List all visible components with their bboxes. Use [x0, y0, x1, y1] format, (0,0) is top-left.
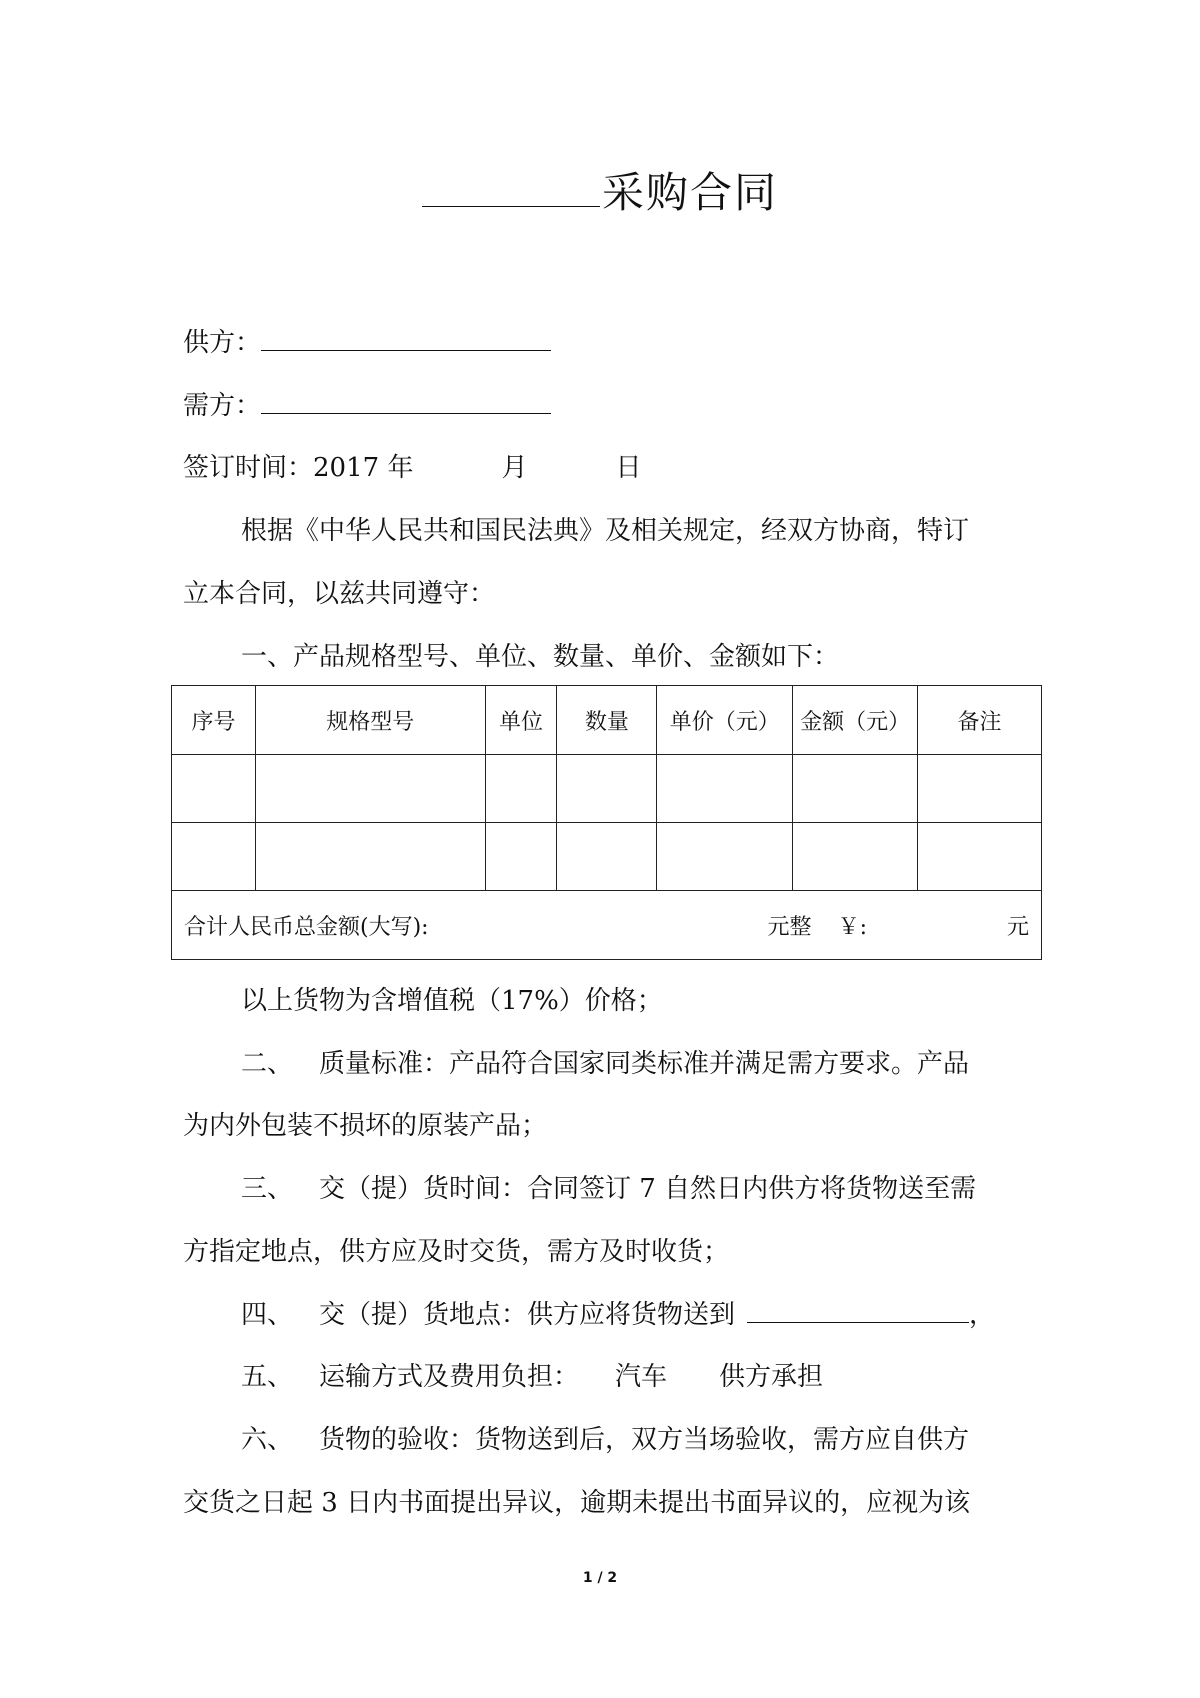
title-text: 采购合同: [601, 168, 778, 217]
page-number: 1 / 2: [582, 1570, 618, 1586]
section5-text: 运输方式及费用负担：: [319, 1362, 580, 1392]
table-row: [172, 755, 1042, 823]
table-cell[interactable]: [255, 755, 485, 823]
section2-line-2: 为内外包装不损坏的原装产品；: [183, 1111, 548, 1141]
section4-tail: ，: [969, 1300, 996, 1330]
section2-line-1: [241, 1043, 969, 1080]
table-cell[interactable]: [255, 823, 485, 891]
table-cell[interactable]: [485, 823, 557, 891]
buyer-line: [183, 385, 551, 422]
supplier-label: 供方：: [183, 328, 262, 358]
page-title: [0, 160, 1200, 220]
sign-date-year: 2017 年: [313, 453, 414, 483]
section6-text: 货物的验收：货物送到后，双方当场验收，需方应自供方: [319, 1425, 970, 1455]
section3-line-2: 方指定地点，供方应及时交货，需方及时收货；: [183, 1237, 730, 1267]
total-yen-label: ￥:: [837, 914, 867, 940]
header-cell: 金额（元）: [793, 686, 918, 755]
header-cell: 备注: [918, 686, 1042, 755]
section4-text: 交（提）货地点：供方应将货物送到: [319, 1300, 736, 1330]
section4-blank: [747, 1300, 969, 1323]
items-table: [171, 685, 1042, 960]
header-cell: 单价（元）: [657, 686, 793, 755]
sign-date-label: 签订时间：: [183, 453, 314, 483]
section3-text: 交（提）货时间：合同签订 7 自然日内供方将货物送至需: [319, 1174, 977, 1204]
section4-line: [241, 1294, 995, 1331]
table-row: [172, 823, 1042, 891]
table-total-row: [172, 891, 1042, 960]
table-cell[interactable]: [557, 755, 657, 823]
buyer-blank: [261, 391, 551, 414]
section3-num: 三、: [241, 1174, 294, 1204]
section2-text: 质量标准：产品符合国家同类标准并满足需方要求。产品: [319, 1049, 970, 1079]
sign-date-line: [183, 447, 641, 484]
section4-num: 四、: [241, 1300, 294, 1330]
section3-line-1: [241, 1168, 976, 1205]
intro-line-1: 根据《中华人民共和国民法典》及相关规定，经双方协商，特订: [241, 516, 970, 546]
title-blank: [422, 166, 600, 207]
table-cell[interactable]: [918, 823, 1042, 891]
intro-line-2: 立本合同，以兹共同遵守：: [183, 579, 496, 609]
sign-date-month: 月: [501, 453, 528, 483]
total-cell: [172, 891, 1042, 960]
table-cell[interactable]: [793, 755, 918, 823]
supplier-line: [183, 322, 551, 359]
table-cell[interactable]: [485, 755, 557, 823]
table-cell[interactable]: [172, 755, 256, 823]
header-cell: 序号: [172, 686, 256, 755]
table-cell[interactable]: [657, 755, 793, 823]
sign-date-day: 日: [615, 453, 642, 483]
section2-num: 二、: [241, 1049, 294, 1079]
section1-heading: 一、产品规格型号、单位、数量、单价、金额如下：: [241, 642, 840, 672]
section5-mode: 汽车: [615, 1362, 668, 1392]
buyer-label: 需方：: [183, 391, 262, 421]
section5-line: [241, 1356, 823, 1393]
total-yuan-zheng: 元整: [767, 914, 812, 940]
total-label: 合计人民币总金额(大写):: [184, 914, 429, 940]
header-cell: 规格型号: [255, 686, 485, 755]
table-header-row: [172, 686, 1042, 755]
table-cell[interactable]: [172, 823, 256, 891]
table-cell[interactable]: [557, 823, 657, 891]
header-cell: 单位: [485, 686, 557, 755]
section5-payer: 供方承担: [719, 1362, 824, 1392]
header-cell: 数量: [557, 686, 657, 755]
section6-line-2: 交货之日起 3 日内书面提出异议，逾期未提出书面异议的，应视为该: [183, 1488, 971, 1518]
table-cell[interactable]: [793, 823, 918, 891]
table-cell[interactable]: [657, 823, 793, 891]
section6-num: 六、: [241, 1425, 294, 1455]
tax-note: 以上货物为含增值税（17%）价格；: [241, 986, 663, 1016]
section6-line-1: [241, 1419, 969, 1456]
supplier-blank: [261, 328, 551, 351]
total-yuan: 元: [1006, 914, 1029, 940]
table-cell[interactable]: [918, 755, 1042, 823]
section5-num: 五、: [241, 1362, 294, 1392]
